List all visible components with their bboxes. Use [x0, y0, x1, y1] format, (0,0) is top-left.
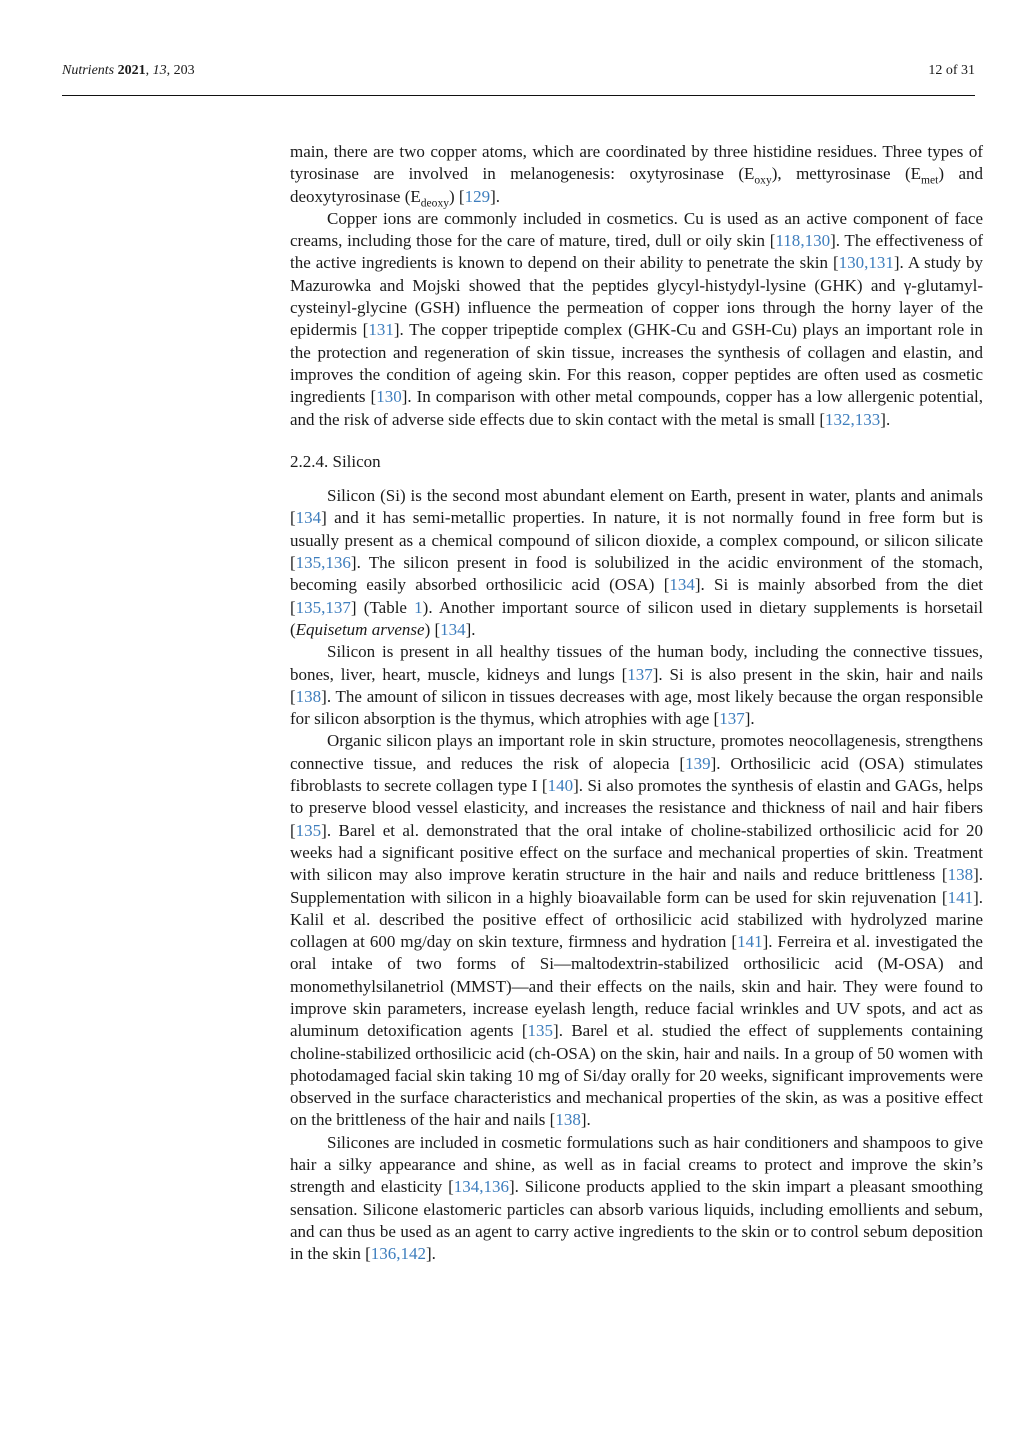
citation-link[interactable]: 140 [547, 776, 574, 796]
citation-separator: , [321, 597, 326, 617]
citation-link[interactable]: 131 [868, 253, 894, 273]
citation-link[interactable]: 132 [825, 409, 851, 429]
citation-link[interactable]: 131 [368, 320, 394, 340]
subscript-text: met [921, 173, 939, 187]
citation-link[interactable]: 137 [719, 709, 745, 729]
subscript-text: deoxy [420, 195, 450, 209]
page-header [62, 63, 975, 79]
citation-link[interactable]: 1 [414, 597, 423, 617]
citation-link[interactable]: 136 [370, 1244, 397, 1264]
citation-link[interactable]: 137 [627, 664, 653, 684]
citation-link[interactable]: 118 [775, 231, 801, 251]
citation-link[interactable]: 135 [295, 553, 322, 573]
paragraph: Silicon is present in all healthy tissues of the human body, including the connective tissues, bones, liver, heart, muscle, kidneys and lungs [137]. Si is also present in the skin, hair and nails [138]. The amount of silicon in tissues decreases with age, most likely because the organ responsible for silicon absorption is the thymus, which atrophies with age [137]. [290, 642, 983, 729]
citation-link[interactable]: 134 [669, 575, 695, 595]
italic-text: Nutrients [62, 63, 115, 78]
citation-link[interactable]: 135 [527, 1021, 554, 1041]
citation-link[interactable]: 130 [804, 231, 831, 251]
citation-separator: , [800, 231, 805, 251]
citation-link[interactable]: 142 [400, 1244, 426, 1264]
bold-text: 2021 [117, 63, 146, 78]
citation-link[interactable]: 133 [854, 409, 881, 429]
citation-link[interactable]: 141 [947, 887, 974, 907]
citation-link[interactable]: 136 [483, 1177, 510, 1197]
article-body [290, 141, 983, 1266]
journal-citation: Nutrients 2021, 13, 203 [62, 63, 195, 78]
citation-separator: , [396, 1244, 401, 1264]
subscript-text: oxy [754, 173, 772, 187]
header-rule [62, 95, 975, 96]
citation-separator: , [479, 1177, 484, 1197]
italic-text: 13 [152, 63, 167, 78]
citation-link[interactable]: 134 [453, 1177, 480, 1197]
citation-link[interactable]: 141 [737, 932, 763, 952]
paragraph: main, there are two copper atoms, which are coordinated by three histidine residues. Three types of tyrosinase are involved in melanogenesis: oxytyrosinase $(E_{oxy})$, mettyrosinase $(E_{met})$ and deoxytyrosinase $(E_{deoxy})$ [129]. [290, 142, 983, 209]
citation-link[interactable]: 138 [947, 865, 974, 885]
citation-separator: , [850, 409, 855, 429]
citation-link[interactable]: 135 [295, 597, 322, 617]
citation-link[interactable]: 138 [295, 686, 322, 706]
citation-link[interactable]: 135 [295, 820, 322, 840]
citation-link[interactable]: 129 [464, 186, 491, 206]
citation-link[interactable]: 134 [440, 619, 466, 639]
page-number: 12 of 31 [928, 63, 975, 78]
citation-link[interactable]: 134 [295, 508, 322, 528]
citation-separator: , [321, 553, 326, 573]
citation-separator: , [864, 253, 869, 273]
paragraph: Silicon (Si) is the second most abundant element on Earth, present in water, plants and animals [134] and it has semi-metallic properties. In nature, it is not normally found in free form but is usually present as a chemical compound of silicon dioxide, a complex compound, or silicon silicate [135,136]. The silicon present in food is solubilized in the acidic environment of the stomach, becoming easily absorbed orthosilicic acid (OSA) [134]. Si is mainly absorbed from the diet [135,137] (Table 1). Another important source of silicon used in dietary supplements is horsetail (Equisetum arvense) [134]. [290, 486, 983, 639]
italic-text: Equisetum arvense [295, 619, 425, 639]
paragraph: Organic silicon plays an important role in skin structure, promotes neocollagenesis, strengthens connective tissue, and reduces the risk of alopecia [139]. Orthosilicic acid (OSA) stimulates fibroblasts to secrete collagen type I [140]. Si also promotes the synthesis of elastin and GAGs, helps to preserve blood vessel elasticity, and increases the resistance and thickness of nail and hair fibers [135]. Barel et al. demonstrated that the oral intake of choline-stabilized orthosilicic acid for 20 weeks had a significant positive effect on the surface and mechanical properties of skin. Treatment with silicon may also improve keratin structure in the hair and nails and reduce brittleness [138]. Supplementation with silicon in a highly bioavailable form can be used for skin rejuvenation [141]. Kalil et al. described the positive effect of orthosilicic acid stabilized with hydrolyzed marine collagen at 600 mg/day on skin texture, firmness and hydration [141]. Ferreira et al. investigated the oral intake of two forms of Si—maltodextrin-stabilized orthosilicic acid (M-OSA) and monomethylsilanetriol (MMST)—and their effects on the nails, skin and hair. They were found to improve skin parameters, increase eyelash length, reduce facial wrinkles and UV spots, and act as aluminum detoxification agents [135]. Barel et al. studied the effect of supplements containing choline-stabilized orthosilicic acid (ch-OSA) on the skin, hair and nails. In a group of 50 women with photodamaged facial skin taking 10 mg of Si/day orally for 20 weeks, significant improvements were observed in the surface characteristics and mechanical properties of the skin, as was a positive effect on the brittleness of the hair and nails [138]. [290, 731, 983, 1130]
citation-link[interactable]: 136 [325, 553, 351, 573]
section-heading: 2.2.4. Silicon [290, 451, 381, 471]
citation-link[interactable]: 137 [325, 597, 351, 617]
citation-link[interactable]: 130 [838, 253, 865, 273]
paragraph: Copper ions are commonly included in cosmetics. Cu is used as an active component of face creams, including those for the care of mature, tired, dull or oily skin [118,130]. The effectiveness of the active ingredients is known to depend on their ability to penetrate the skin [130,131]. A study by Mazurowka and Mojski showed that the peptides glycyl-histydyl-lysine (GHK) and γ-glutamyl-cysteinyl-glycine (GSH) influence the permeation of copper ions through the horny layer of the epidermis [131]. The copper tripeptide complex (GHK-Cu and GSH-Cu) plays an important role in the protection and regeneration of skin tissue, increases the synthesis of collagen and elastin, and improves the condition of ageing skin. For this reason, copper peptides are often used as cosmetic ingredients [130]. In comparison with other metal compounds, copper has a low allergenic potential, and the risk of adverse side effects due to skin contact with the metal is small [132,133]. [290, 208, 984, 429]
citation-link[interactable]: 130 [376, 387, 402, 407]
paragraph: Silicones are included in cosmetic formulations such as hair conditioners and shampoos to give hair a silky appearance and shine, as well as in facial creams to protect and improve the skin’s strength and elasticity [134,136]. Silicone products applied to the skin impart a pleasant smoothing sensation. Silicone elastomeric particles can absorb various liquids, including emollients and sebum, and can thus be used as an agent to carry active ingredients to the skin or to control sebum deposition in the skin [136,142]. [290, 1132, 984, 1264]
citation-link[interactable]: 138 [555, 1110, 581, 1130]
citation-link[interactable]: 139 [685, 753, 711, 773]
